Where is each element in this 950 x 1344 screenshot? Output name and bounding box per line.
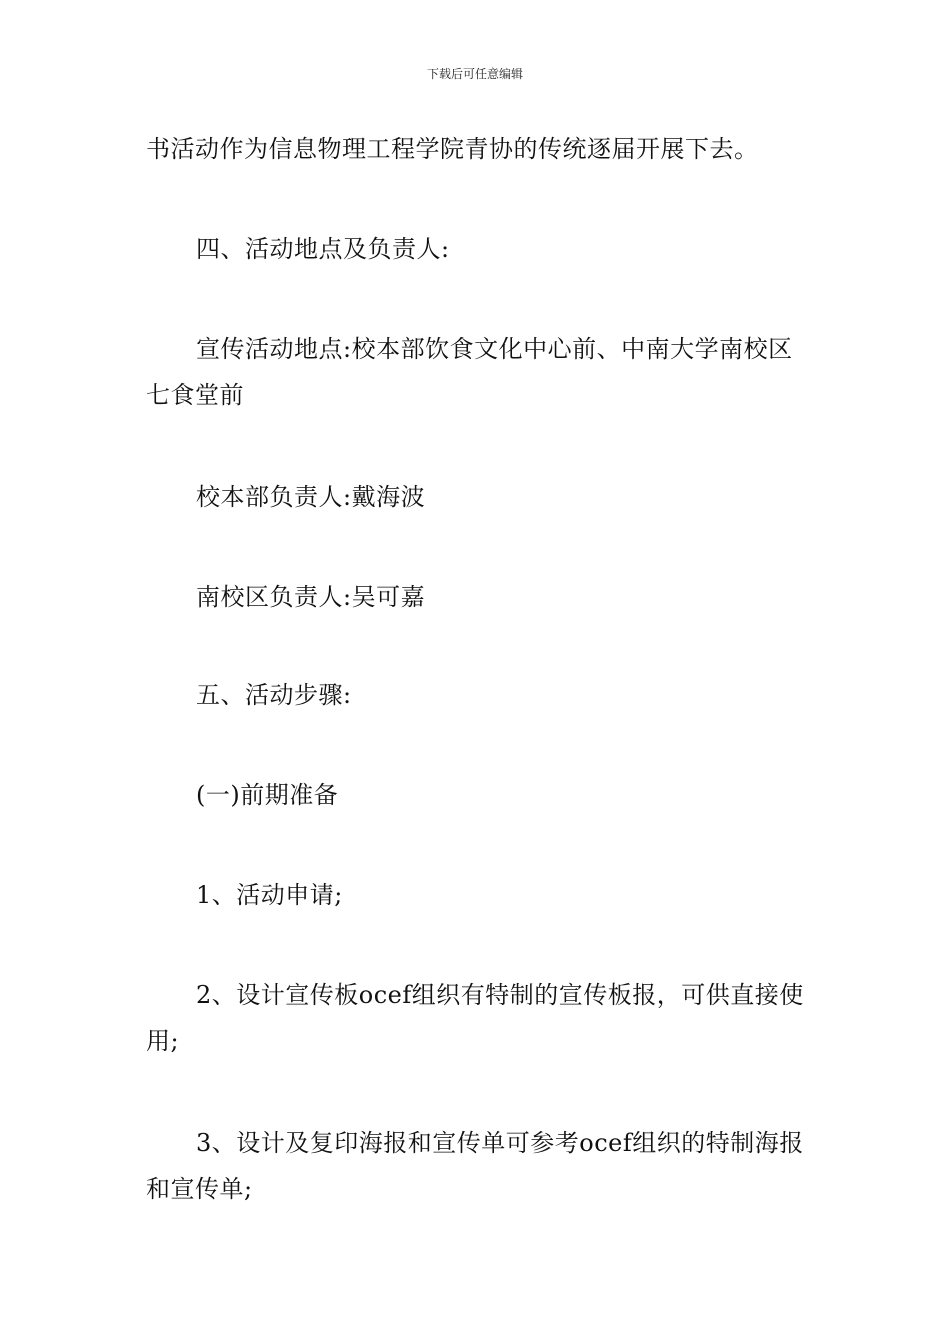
list-item-step-3: 3、设计及复印海报和宣传单可参考ocef组织的特制海报和宣传单; [146, 1129, 804, 1203]
list-item-step-1: 1、活动申请; [196, 881, 343, 909]
page-header: 下载后可任意编辑 [426, 67, 523, 81]
list-item-step-2: 2、设计宣传板ocef组织有特制的宣传板报，可供直接使用; [146, 981, 804, 1055]
paragraph-south-campus-lead: 南校区负责人:吴可嘉 [196, 583, 426, 611]
paragraph-event-location: 宣传活动地点:校本部饮食文化中心前、中南大学南校区七食堂前 [146, 335, 793, 409]
section-heading-steps: 五、活动步骤: [196, 681, 352, 709]
paragraph-main-campus-lead: 校本部负责人:戴海波 [196, 483, 426, 511]
subsection-heading-preparation: (一)前期准备 [196, 781, 339, 809]
section-heading-location: 四、活动地点及负责人: [196, 235, 450, 263]
paragraph-continuation: 书活动作为信息物理工程学院青协的传统逐届开展下去。 [146, 135, 759, 163]
